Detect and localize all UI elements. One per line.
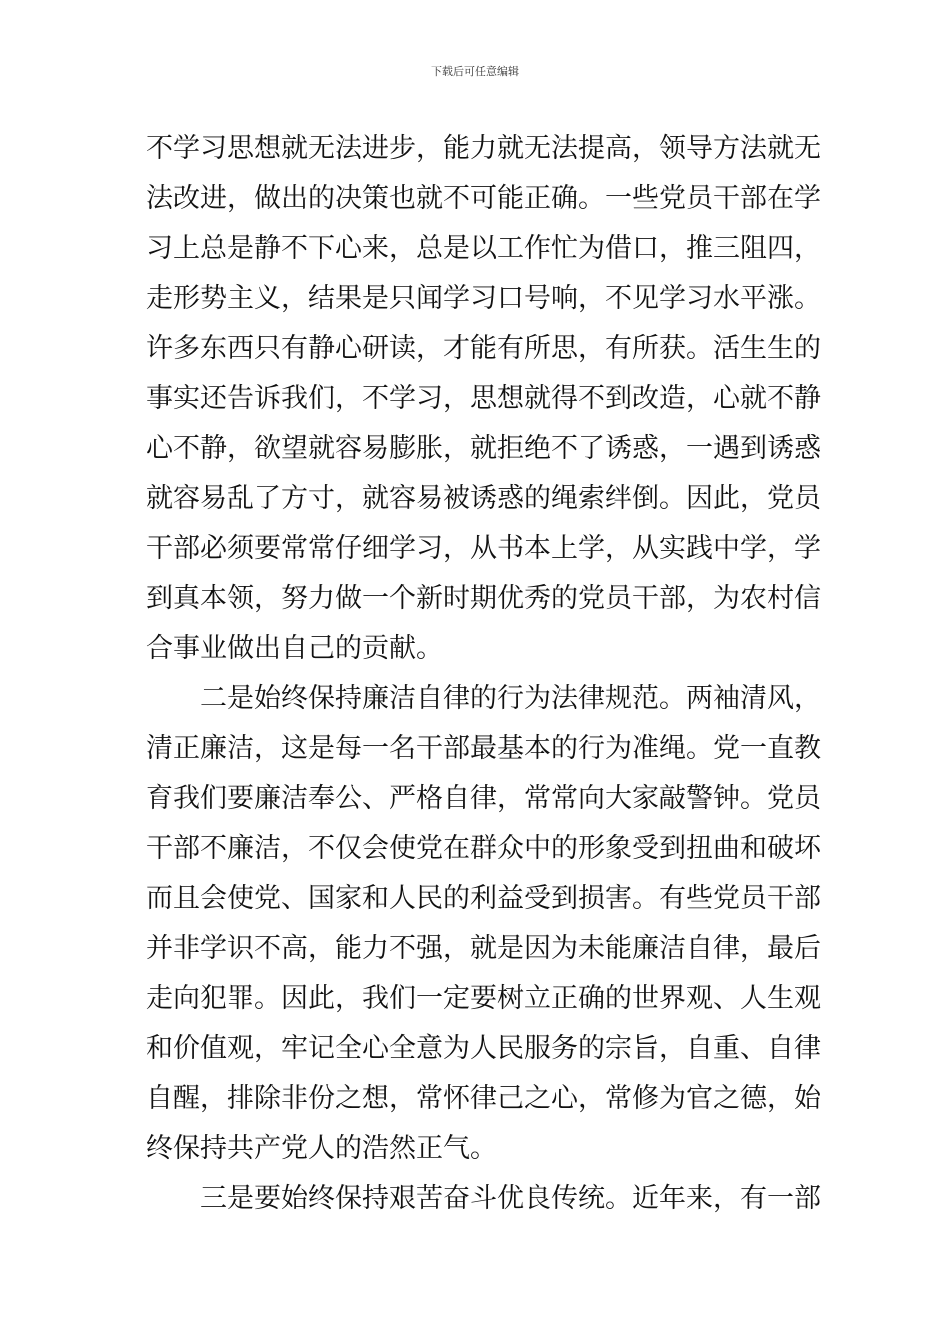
text-line: 清正廉洁，这是每一名干部最基本的行为准绳。党一直教 [146, 733, 821, 764]
text-line: 到真本领，努力做一个新时期优秀的党员干部，为农村信 [146, 583, 821, 614]
text-line: 二是始终保持廉洁自律的行为法律规范。两袖清风， [200, 683, 821, 714]
text-line: 育我们要廉洁奉公、严格自律，常常向大家敲警钟。党员 [146, 783, 821, 814]
text-line: 走向犯罪。因此，我们一定要树立正确的世界观、人生观 [146, 983, 821, 1014]
page-header: 下载后可任意编辑 [431, 65, 519, 78]
text-line: 并非学识不高，能力不强，就是因为未能廉洁自律，最后 [146, 933, 821, 964]
text-line: 合事业做出自己的贡献。 [146, 633, 443, 664]
text-line: 三是要始终保持艰苦奋斗优良传统。近年来，有一部 [200, 1183, 821, 1214]
text-line: 自醒，排除非份之想，常怀律己之心，常修为官之德，始 [146, 1083, 821, 1114]
paragraph [146, 124, 821, 674]
paragraph [146, 674, 821, 1174]
text-line: 习上总是静不下心来，总是以工作忙为借口，推三阻四， [146, 233, 821, 264]
text-line: 干部必须要常常仔细学习，从书本上学，从实践中学，学 [146, 533, 821, 564]
text-line: 不学习思想就无法进步，能力就无法提高，领导方法就无 [146, 133, 821, 164]
text-line: 走形势主义，结果是只闻学习口号响，不见学习水平涨。 [146, 283, 821, 314]
document-body [146, 124, 821, 1224]
paragraph [146, 1174, 821, 1224]
text-line: 终保持共产党人的浩然正气。 [146, 1133, 497, 1164]
text-line: 干部不廉洁，不仅会使党在群众中的形象受到扭曲和破坏 [146, 833, 821, 864]
text-line: 就容易乱了方寸，就容易被诱惑的绳索绊倒。因此，党员 [146, 483, 821, 514]
text-line: 事实还告诉我们，不学习，思想就得不到改造，心就不静 [146, 383, 821, 414]
text-line: 许多东西只有静心研读，才能有所思，有所获。活生生的 [146, 333, 821, 364]
text-line: 心不静，欲望就容易膨胀，就拒绝不了诱惑，一遇到诱惑 [146, 433, 821, 464]
text-line: 法改进，做出的决策也就不可能正确。一些党员干部在学 [146, 183, 821, 214]
text-line: 而且会使党、国家和人民的利益受到损害。有些党员干部 [146, 883, 821, 914]
text-line: 和价值观，牢记全心全意为人民服务的宗旨，自重、自律 [146, 1033, 821, 1064]
